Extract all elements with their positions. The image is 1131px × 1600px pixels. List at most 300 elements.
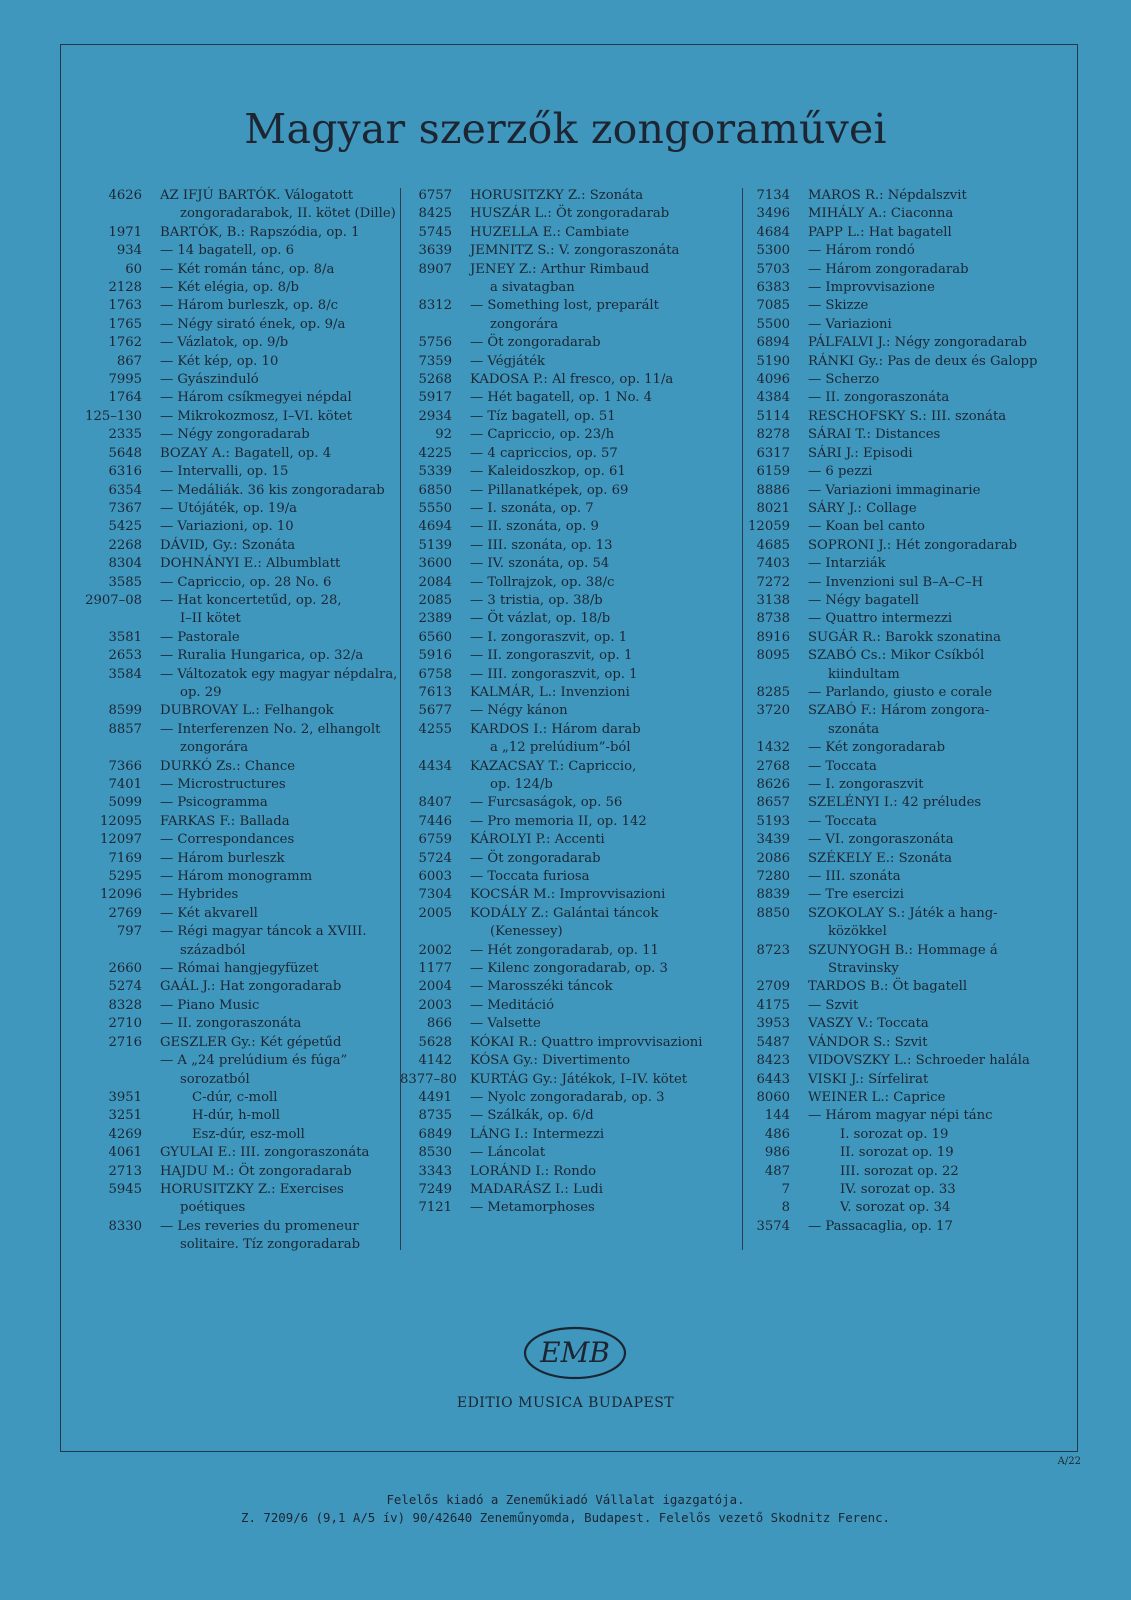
catalog-title: RESCHOFSKY S.: III. szonáta bbox=[808, 408, 1007, 424]
catalog-entry bbox=[400, 942, 740, 960]
catalog-entry bbox=[740, 261, 1070, 279]
catalog-number: 8916 bbox=[756, 629, 790, 645]
catalog-entry bbox=[400, 868, 740, 886]
catalog-entry bbox=[400, 1071, 740, 1089]
catalog-entry bbox=[64, 408, 394, 426]
catalog-entry bbox=[740, 1218, 1070, 1236]
catalog-entry bbox=[400, 389, 740, 407]
catalog-entry bbox=[740, 1144, 1070, 1162]
catalog-entry bbox=[740, 850, 1070, 868]
catalog-number: 3639 bbox=[418, 243, 452, 259]
catalog-title: JENEY Z.: Arthur Rimbaud bbox=[470, 261, 650, 277]
catalog-number: 5917 bbox=[418, 390, 452, 406]
catalog-entry bbox=[400, 463, 740, 481]
catalog-entry bbox=[400, 813, 740, 831]
catalog-number: 3585 bbox=[108, 574, 142, 590]
catalog-title: SÁRAI T.: Distances bbox=[808, 427, 941, 443]
catalog-title: — Pro memoria II, op. 142 bbox=[470, 813, 647, 829]
catalog-number bbox=[64, 610, 160, 628]
catalog-number: 8278 bbox=[756, 427, 790, 443]
catalog-entry bbox=[64, 776, 394, 794]
catalog-number: 12097 bbox=[100, 832, 142, 848]
catalog-title: — Két zongoradarab bbox=[808, 740, 946, 756]
catalog-entry bbox=[64, 187, 394, 205]
catalog-number: 8312 bbox=[418, 298, 452, 314]
catalog-title: — Toccata bbox=[808, 813, 877, 829]
catalog-number: 2268 bbox=[108, 537, 142, 553]
catalog-number: 6383 bbox=[756, 280, 790, 296]
catalog-title: — Római hangjegyfüzet bbox=[160, 961, 319, 977]
catalog-entry bbox=[400, 794, 740, 812]
catalog-title: — Pastorale bbox=[160, 629, 240, 645]
catalog-number bbox=[740, 960, 808, 978]
catalog-entry bbox=[400, 702, 740, 720]
catalog-title: op. 29 bbox=[180, 684, 222, 700]
catalog-entry bbox=[740, 426, 1070, 444]
catalog-entry bbox=[64, 831, 394, 849]
catalog-entry bbox=[400, 831, 740, 849]
catalog-entry bbox=[740, 408, 1070, 426]
emb-logo bbox=[523, 1326, 627, 1380]
catalog-number: 986 bbox=[764, 1145, 790, 1161]
catalog-number: 8723 bbox=[756, 942, 790, 958]
catalog-entry bbox=[740, 1181, 1070, 1199]
catalog-entry bbox=[740, 334, 1070, 352]
catalog-number: 487 bbox=[764, 1163, 790, 1179]
catalog-title: GYULAI E.: III. zongoraszonáta bbox=[160, 1145, 370, 1161]
catalog-entry bbox=[64, 978, 394, 996]
catalog-entry bbox=[64, 684, 394, 702]
catalog-entry bbox=[64, 205, 394, 223]
catalog-entry bbox=[64, 297, 394, 315]
catalog-entry bbox=[740, 794, 1070, 812]
catalog-title: — Marosszéki táncok bbox=[470, 979, 613, 995]
catalog-title: HUZELLA E.: Cambiate bbox=[470, 224, 630, 240]
catalog-title: — III. szonáta bbox=[808, 869, 901, 885]
catalog-title: — Variazioni, op. 10 bbox=[160, 519, 294, 535]
catalog-entry bbox=[740, 537, 1070, 555]
catalog-number: 5648 bbox=[108, 445, 142, 461]
catalog-title: — Skizze bbox=[808, 298, 869, 314]
catalog-title: — Változatok egy magyar népdalra, bbox=[160, 666, 398, 682]
catalog-entry bbox=[64, 371, 394, 389]
catalog-title: — Variazioni immaginarie bbox=[808, 482, 981, 498]
catalog-number: 4491 bbox=[418, 1089, 452, 1105]
catalog-title: zongorára bbox=[180, 740, 249, 756]
catalog-entry bbox=[740, 224, 1070, 242]
catalog-number: 6894 bbox=[756, 335, 790, 351]
catalog-title: — Négy zongoradarab bbox=[160, 427, 310, 443]
catalog-number bbox=[64, 1071, 160, 1089]
catalog-entry bbox=[740, 666, 1070, 684]
catalog-title: MADARÁSZ I.: Ludi bbox=[470, 1181, 603, 1197]
catalog-title: I. sorozat op. 19 bbox=[840, 1126, 949, 1142]
catalog-number: 8599 bbox=[108, 703, 142, 719]
catalog-number: 6759 bbox=[418, 832, 452, 848]
catalog-number: 6443 bbox=[756, 1071, 790, 1087]
catalog-entry bbox=[64, 592, 394, 610]
catalog-title: — Pillanatképek, op. 69 bbox=[470, 482, 629, 498]
catalog-title: poétiques bbox=[180, 1200, 246, 1216]
catalog-number: 7 bbox=[781, 1181, 790, 1197]
catalog-entry bbox=[400, 261, 740, 279]
catalog-entry bbox=[740, 463, 1070, 481]
catalog-entry bbox=[64, 868, 394, 886]
catalog-entry bbox=[740, 592, 1070, 610]
catalog-entry bbox=[400, 978, 740, 996]
catalog-number: 1764 bbox=[108, 390, 142, 406]
catalog-number: 3951 bbox=[108, 1089, 142, 1105]
catalog-entry bbox=[64, 445, 394, 463]
page-code: A/22 bbox=[1057, 1456, 1081, 1467]
catalog-number bbox=[740, 923, 808, 941]
catalog-entry bbox=[400, 666, 740, 684]
catalog-entry bbox=[64, 1126, 394, 1144]
catalog-number: 5295 bbox=[108, 869, 142, 885]
catalog-number: 2907–08 bbox=[85, 592, 142, 608]
catalog-entry bbox=[740, 684, 1070, 702]
catalog-title: — Passacaglia, op. 17 bbox=[808, 1218, 953, 1234]
catalog-title: — Toccata furiosa bbox=[470, 869, 590, 885]
catalog-title: KAZACSAY T.: Capriccio, bbox=[470, 758, 637, 774]
catalog-title: — Ruralia Hungarica, op. 32/a bbox=[160, 648, 364, 664]
catalog-number: 6317 bbox=[756, 445, 790, 461]
catalog-entry bbox=[740, 1107, 1070, 1125]
catalog-entry bbox=[64, 629, 394, 647]
catalog-title: — Capriccio, op. 23/h bbox=[470, 427, 615, 443]
catalog-entry bbox=[400, 1181, 740, 1199]
catalog-title: — Három burleszk, op. 8/c bbox=[160, 298, 339, 314]
catalog-entry bbox=[400, 758, 740, 776]
catalog-title: — Három burleszk bbox=[160, 850, 285, 866]
catalog-title: — Négy kánon bbox=[470, 703, 568, 719]
catalog-entry bbox=[64, 942, 394, 960]
catalog-number: 4626 bbox=[108, 188, 142, 203]
catalog-title: — I. zongoraszvit, op. 1 bbox=[470, 629, 628, 645]
catalog-number: 125–130 bbox=[85, 408, 142, 424]
catalog-entry bbox=[400, 205, 740, 223]
catalog-number: 2004 bbox=[418, 979, 452, 995]
catalog-entry bbox=[64, 555, 394, 573]
catalog-number: 8 bbox=[781, 1200, 790, 1216]
catalog-title: HORUSITZKY Z.: Exercises bbox=[160, 1181, 344, 1197]
catalog-number bbox=[400, 739, 470, 757]
catalog-number: 8857 bbox=[108, 721, 142, 737]
catalog-entry bbox=[400, 187, 740, 205]
catalog-number: 5945 bbox=[108, 1181, 142, 1197]
catalog-number: 8626 bbox=[756, 777, 790, 792]
catalog-entry bbox=[740, 960, 1070, 978]
catalog-entry bbox=[740, 739, 1070, 757]
catalog-column-1 bbox=[64, 187, 398, 1255]
catalog-title: HAJDU M.: Öt zongoradarab bbox=[160, 1163, 352, 1179]
catalog-number bbox=[400, 923, 470, 941]
catalog-title: — Két román tánc, op. 8/a bbox=[160, 261, 335, 277]
catalog-entry bbox=[400, 592, 740, 610]
catalog-entry bbox=[740, 555, 1070, 573]
catalog-number: 6849 bbox=[418, 1126, 452, 1142]
catalog-number: 8060 bbox=[756, 1089, 790, 1105]
catalog-entry bbox=[400, 555, 740, 573]
catalog-entry bbox=[400, 297, 740, 315]
catalog-title: — Öt zongoradarab bbox=[470, 850, 601, 866]
catalog-number: 8377–80 bbox=[400, 1071, 457, 1087]
catalog-entry bbox=[64, 518, 394, 536]
catalog-number: 1762 bbox=[108, 335, 142, 351]
catalog-title: — 6 pezzi bbox=[808, 464, 873, 480]
catalog-entry bbox=[64, 500, 394, 518]
catalog-entry bbox=[64, 1052, 394, 1070]
catalog-title: zongorára bbox=[490, 316, 559, 332]
catalog-entry bbox=[740, 886, 1070, 904]
catalog-title: BARTÓK, B.: Rapszódia, op. 1 bbox=[160, 224, 360, 240]
catalog-number: 12059 bbox=[748, 519, 790, 535]
catalog-number: 2716 bbox=[108, 1034, 142, 1050]
catalog-number: 5300 bbox=[756, 243, 790, 259]
catalog-entry bbox=[64, 610, 394, 628]
catalog-entry bbox=[64, 261, 394, 279]
catalog-entry bbox=[64, 666, 398, 684]
catalog-title: — Improvvisazione bbox=[808, 280, 935, 296]
catalog-number bbox=[64, 205, 160, 223]
catalog-number: 5190 bbox=[756, 353, 790, 369]
catalog-entry bbox=[400, 224, 740, 242]
catalog-entry bbox=[64, 1181, 394, 1199]
catalog-title: — Tre esercizi bbox=[808, 887, 904, 903]
catalog-entry bbox=[64, 758, 394, 776]
catalog-title: FARKAS F.: Ballada bbox=[160, 813, 290, 829]
catalog-title: GAÁL J.: Hat zongoradarab bbox=[160, 979, 342, 995]
catalog-entry bbox=[64, 960, 394, 978]
catalog-title: — Végjáték bbox=[470, 353, 545, 369]
catalog-title: — Négy bagatell bbox=[808, 592, 919, 608]
catalog-title: — II. zongoraszonáta bbox=[808, 390, 950, 406]
catalog-title: KÁROLYI P.: Accenti bbox=[470, 832, 605, 848]
catalog-title: — Piano Music bbox=[160, 997, 260, 1013]
catalog-entry bbox=[400, 850, 740, 868]
catalog-title: — Gyászinduló bbox=[160, 372, 259, 388]
catalog-number bbox=[64, 684, 160, 702]
catalog-number: 4685 bbox=[756, 537, 790, 553]
catalog-number: 2768 bbox=[756, 758, 790, 774]
catalog-entry bbox=[400, 1015, 740, 1033]
catalog-number: 6354 bbox=[108, 482, 142, 498]
catalog-number: 1763 bbox=[108, 298, 142, 314]
catalog-title: — Capriccio, op. 28 No. 6 bbox=[160, 574, 332, 590]
catalog-entry bbox=[64, 1015, 394, 1033]
catalog-entry bbox=[740, 445, 1070, 463]
catalog-number: 2086 bbox=[756, 850, 790, 866]
catalog-entry bbox=[400, 1163, 740, 1181]
catalog-title: — Hét zongoradarab, op. 11 bbox=[470, 942, 659, 958]
catalog-number: 7280 bbox=[756, 869, 790, 885]
catalog-entry bbox=[400, 960, 740, 978]
catalog-number: 5724 bbox=[418, 850, 452, 866]
catalog-number: 7304 bbox=[418, 887, 452, 903]
catalog-entry bbox=[64, 813, 394, 831]
catalog-entry bbox=[740, 813, 1070, 831]
catalog-number: 4061 bbox=[108, 1145, 142, 1161]
catalog-title: — Hét bagatell, op. 1 No. 4 bbox=[470, 390, 653, 406]
catalog-title: RÁNKI Gy.: Pas de deux és Galopp bbox=[808, 353, 1038, 369]
catalog-title: — Parlando, giusto e corale bbox=[808, 684, 993, 700]
catalog-entry bbox=[400, 1144, 740, 1162]
catalog-title: DÁVID, Gy.: Szonáta bbox=[160, 537, 296, 553]
catalog-entry bbox=[740, 923, 1070, 941]
catalog-title: HORUSITZKY Z.: Szonáta bbox=[470, 188, 644, 203]
catalog-title: SZELÉNYI I.: 42 préludes bbox=[808, 795, 982, 811]
catalog-entry bbox=[64, 463, 394, 481]
catalog-entry bbox=[400, 371, 740, 389]
catalog-title: kiindultam bbox=[828, 666, 900, 682]
catalog-number: 3496 bbox=[756, 206, 790, 222]
catalog-title: — I. szonáta, op. 7 bbox=[470, 500, 594, 516]
catalog-title: — Interferenzen No. 2, elhangolt bbox=[160, 721, 381, 737]
catalog-title: — Les reveries du promeneur bbox=[160, 1218, 359, 1234]
catalog-title: — Psicogramma bbox=[160, 795, 268, 811]
catalog-number: 4384 bbox=[756, 390, 790, 406]
catalog-title: KOCSÁR M.: Improvvisazioni bbox=[470, 887, 666, 903]
catalog-number: 7134 bbox=[756, 188, 790, 203]
catalog-entry bbox=[64, 389, 394, 407]
catalog-number: 2002 bbox=[418, 942, 452, 958]
catalog-number: 3138 bbox=[756, 592, 790, 608]
catalog-number: 2934 bbox=[418, 408, 452, 424]
catalog-entry bbox=[740, 868, 1070, 886]
catalog-entry bbox=[740, 353, 1070, 371]
catalog-number bbox=[740, 666, 808, 684]
catalog-entry bbox=[400, 316, 740, 334]
catalog-number: 3574 bbox=[756, 1218, 790, 1234]
catalog-number: 2713 bbox=[108, 1163, 142, 1179]
catalog-title: — Meditáció bbox=[470, 997, 555, 1013]
catalog-title: — Toccata bbox=[808, 758, 877, 774]
catalog-title: Esz-dúr, esz-moll bbox=[192, 1126, 305, 1142]
catalog-number: 8407 bbox=[418, 795, 452, 811]
catalog-title: VIDOVSZKY L.: Schroeder halála bbox=[808, 1053, 1030, 1069]
catalog-entry bbox=[740, 1163, 1070, 1181]
catalog-entry bbox=[740, 297, 1070, 315]
catalog-number: 8328 bbox=[108, 997, 142, 1013]
catalog-entry bbox=[740, 187, 1070, 205]
catalog-entry bbox=[64, 316, 394, 334]
catalog-title: GESZLER Gy.: Két gépetűd bbox=[160, 1034, 342, 1050]
catalog-title: — Két akvarell bbox=[160, 905, 258, 921]
catalog-title: SZUNYOGH B.: Hommage á bbox=[808, 942, 998, 958]
catalog-title: — III. szonáta, op. 13 bbox=[470, 537, 613, 553]
catalog-title: — Intervalli, op. 15 bbox=[160, 464, 289, 480]
catalog-title: SÁRY J.: Collage bbox=[808, 500, 917, 516]
catalog-entry bbox=[64, 334, 394, 352]
catalog-number: 6560 bbox=[418, 629, 452, 645]
catalog-title: — 14 bagatell, op. 6 bbox=[160, 243, 295, 259]
catalog-entry bbox=[64, 923, 394, 941]
catalog-title: SUGÁR R.: Barokk szonatina bbox=[808, 629, 1001, 645]
catalog-title: MIHÁLY A.: Ciaconna bbox=[808, 206, 954, 222]
catalog-entry bbox=[400, 1107, 740, 1125]
catalog-entry bbox=[400, 886, 740, 904]
catalog-entry bbox=[64, 1218, 394, 1236]
catalog-entry bbox=[740, 518, 1070, 536]
catalog-number: 8304 bbox=[108, 556, 142, 572]
catalog-number: 5487 bbox=[756, 1034, 790, 1050]
catalog-number: 867 bbox=[116, 353, 142, 369]
catalog-entry bbox=[740, 1052, 1070, 1070]
catalog-title: — Quattro intermezzi bbox=[808, 611, 953, 627]
catalog-entry bbox=[400, 334, 740, 352]
catalog-number: 5500 bbox=[756, 316, 790, 332]
catalog-entry bbox=[400, 1199, 740, 1217]
catalog-entry bbox=[400, 610, 740, 628]
catalog-entry bbox=[64, 721, 394, 739]
catalog-entry bbox=[740, 574, 1070, 592]
catalog-entry bbox=[740, 629, 1070, 647]
catalog-number: 5114 bbox=[756, 408, 790, 424]
catalog-title: — Metamorphoses bbox=[470, 1200, 595, 1216]
catalog-entry bbox=[740, 205, 1070, 223]
catalog-title: KALMÁR, L.: Invenzioni bbox=[470, 684, 630, 700]
catalog-number: 2389 bbox=[418, 611, 452, 627]
catalog-entry bbox=[740, 242, 1070, 260]
catalog-number: 8850 bbox=[756, 905, 790, 921]
catalog-number: 7085 bbox=[756, 298, 790, 314]
catalog-entry bbox=[740, 776, 1070, 794]
catalog-number: 5916 bbox=[418, 648, 452, 664]
catalog-entry bbox=[64, 997, 394, 1015]
catalog-number: 4142 bbox=[418, 1053, 452, 1069]
catalog-entry bbox=[740, 389, 1070, 407]
catalog-number: 7401 bbox=[108, 777, 142, 792]
catalog-number: 4694 bbox=[418, 519, 452, 535]
catalog-number bbox=[740, 721, 808, 739]
catalog-title: — Correspondances bbox=[160, 832, 295, 848]
catalog-title: III. sorozat op. 22 bbox=[840, 1163, 959, 1179]
catalog-title: — A „24 prelúdium és fúga” bbox=[160, 1053, 348, 1069]
publisher-name: EDITIO MUSICA BUDAPEST bbox=[456, 1395, 675, 1411]
catalog-number: 92 bbox=[435, 427, 452, 443]
catalog-entry bbox=[64, 1034, 394, 1052]
catalog-number: 8907 bbox=[418, 261, 452, 277]
catalog-title: H-dúr, h-moll bbox=[192, 1108, 280, 1124]
catalog-entry bbox=[64, 1236, 394, 1254]
catalog-entry bbox=[64, 224, 394, 242]
catalog-number: 8657 bbox=[756, 795, 790, 811]
catalog-title: — 4 capriccios, op. 57 bbox=[470, 445, 618, 461]
catalog-title: BOZAY A.: Bagatell, op. 4 bbox=[160, 445, 332, 461]
catalog-number: 8530 bbox=[418, 1145, 452, 1161]
catalog-number: 1765 bbox=[108, 316, 142, 332]
catalog-title: V. sorozat op. 34 bbox=[840, 1200, 951, 1216]
catalog-entry bbox=[740, 1126, 1070, 1144]
catalog-title: JEMNITZ S.: V. zongoraszonáta bbox=[470, 243, 680, 259]
catalog-number: 7367 bbox=[108, 500, 142, 516]
catalog-number: 7366 bbox=[108, 758, 142, 774]
catalog-number bbox=[400, 316, 470, 334]
catalog-entry bbox=[740, 1089, 1070, 1107]
catalog-title: PAPP L.: Hat bagatell bbox=[808, 224, 952, 240]
catalog-number bbox=[64, 739, 160, 757]
catalog-title: — Intarziák bbox=[808, 556, 886, 572]
catalog-entry bbox=[740, 500, 1070, 518]
catalog-entry bbox=[740, 1071, 1070, 1089]
catalog-number: 2005 bbox=[418, 905, 452, 921]
catalog-number bbox=[64, 1236, 160, 1254]
catalog-number: 3581 bbox=[108, 629, 142, 645]
catalog-number: 8735 bbox=[418, 1108, 452, 1124]
catalog-entry bbox=[400, 500, 740, 518]
catalog-entry bbox=[740, 482, 1070, 500]
catalog-entry bbox=[64, 794, 394, 812]
